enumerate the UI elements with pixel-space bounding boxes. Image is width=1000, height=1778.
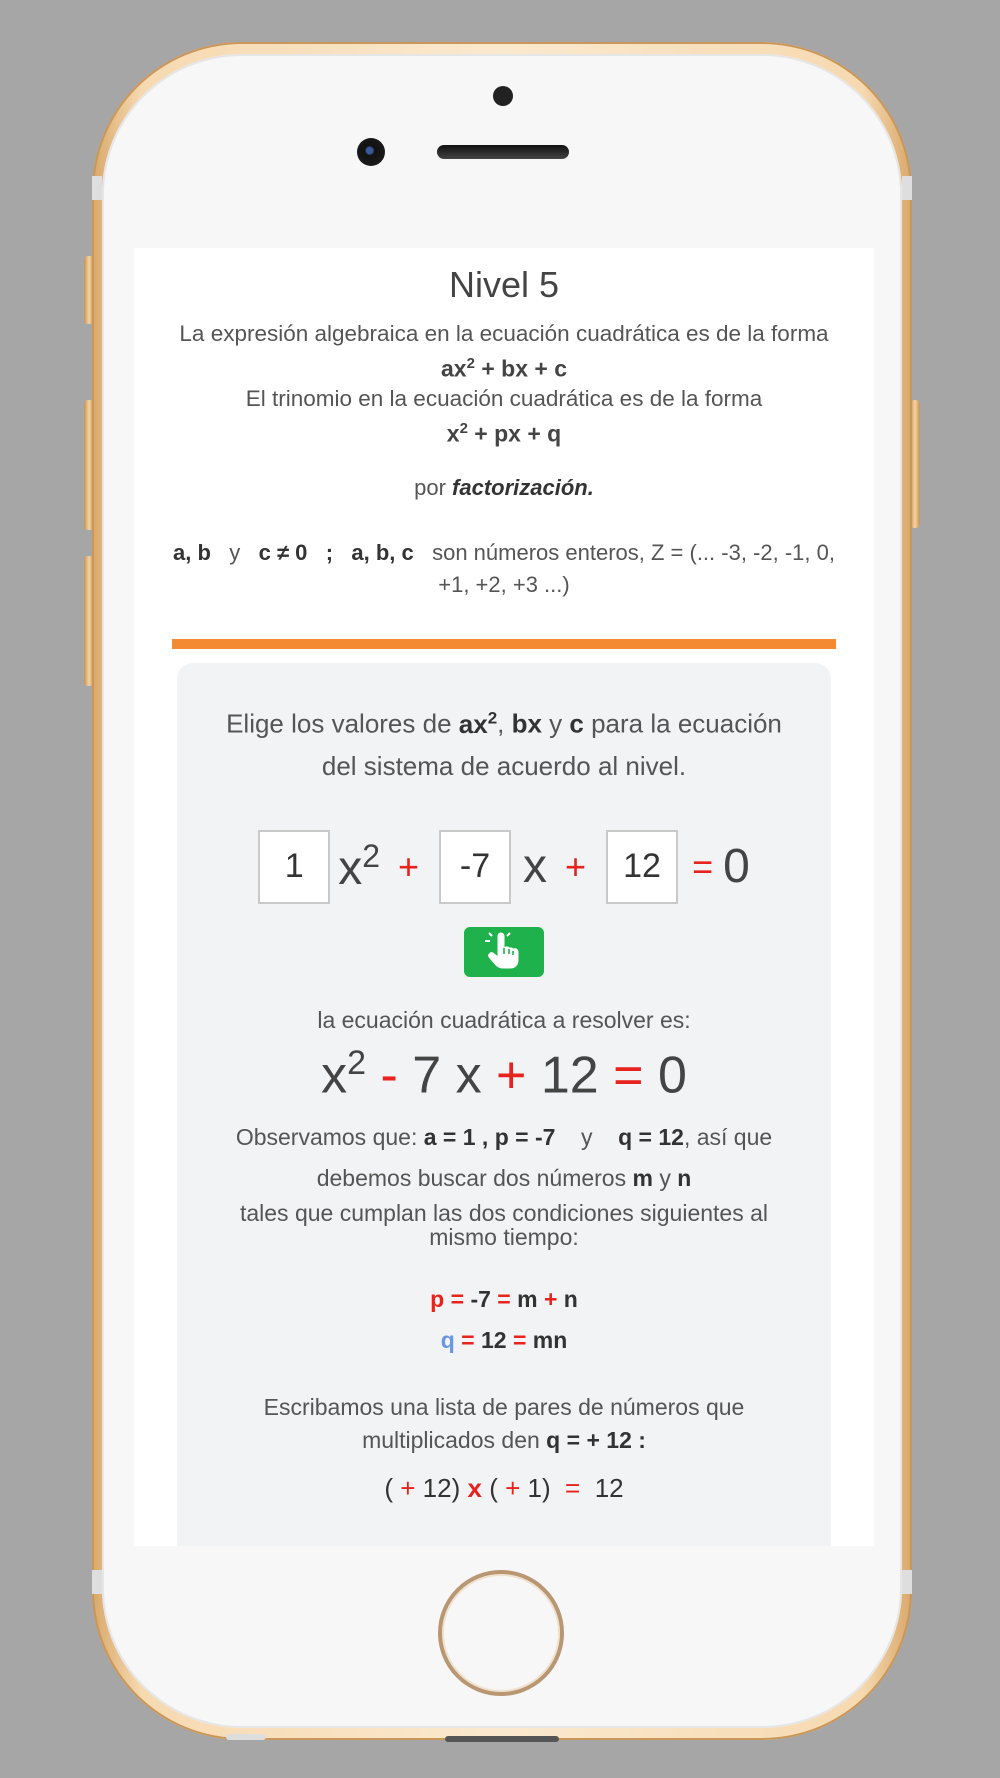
result-exponent: 2	[347, 1043, 366, 1082]
x-term: x	[523, 840, 548, 894]
pairs-plus: +	[586, 1427, 600, 1454]
pair-open1: (	[384, 1473, 401, 1504]
app-screen	[134, 248, 874, 1546]
pair-value2: 1)	[520, 1473, 551, 1504]
x-squared-term	[338, 838, 380, 896]
eq-exponent: 2	[362, 837, 380, 874]
pairs-q-label: q	[546, 1427, 561, 1454]
exercise-panel	[177, 663, 831, 1546]
cond-p-n: n	[563, 1286, 578, 1313]
plus-sign: +	[398, 845, 420, 887]
method-prefix: por	[414, 475, 446, 501]
obs-a-label: a	[423, 1124, 437, 1151]
cond-q-eq2: =	[506, 1327, 533, 1354]
conditions-block	[177, 1279, 831, 1361]
pairs-intro-text: Escribamos una lista de pares de números que multiplicados den	[263, 1394, 745, 1454]
condition-p	[177, 1279, 831, 1320]
proximity-sensor	[493, 86, 513, 106]
obs-p-label: p	[494, 1124, 509, 1151]
obs-p-value: = -7	[508, 1124, 556, 1151]
formula-exponent: 2	[466, 355, 475, 372]
result-c-term: 12	[540, 1046, 599, 1105]
instruction-y: y	[541, 708, 570, 739]
pointing-hand-icon	[483, 932, 525, 972]
result-b-term: 7 x	[412, 1046, 482, 1105]
obs-q-label: q	[618, 1124, 633, 1151]
phone-edge-detail	[445, 1736, 559, 1742]
obs-y: y	[581, 1124, 593, 1151]
obs-post: , así que	[683, 1124, 773, 1151]
formula-base: x	[446, 420, 460, 447]
term-ax2-exponent: 2	[487, 708, 498, 728]
antenna-band	[92, 1570, 102, 1594]
cond-ab: a, b	[173, 540, 211, 566]
obs-pre: Observamos que:	[235, 1124, 424, 1151]
eq-x: x	[338, 841, 363, 895]
cond-c-nonzero: c ≠ 0	[258, 540, 308, 566]
cond-p-plus: +	[537, 1286, 564, 1313]
obs-n: n	[677, 1165, 692, 1192]
pair-times: x	[460, 1473, 490, 1504]
coefficient-c-input[interactable]: 12	[606, 830, 678, 904]
cond-p-value: -7	[470, 1286, 491, 1313]
formula-base: ax	[441, 355, 467, 382]
level-title: Nivel 5	[448, 264, 560, 305]
obs-line2-pre: debemos buscar dos números	[316, 1165, 633, 1192]
cond-q-mn: mn	[532, 1327, 568, 1354]
integer-conditions	[134, 537, 874, 601]
obs-q-value: = 12	[632, 1124, 684, 1151]
observation-line-1	[177, 1117, 831, 1158]
intro-line-1: La expresión algebraica en la ecuación cuadrática es de la forma	[179, 321, 829, 346]
formula-rest: + px + q	[467, 420, 562, 447]
condition-q	[177, 1320, 831, 1361]
intro-section	[134, 320, 874, 501]
pair-sign1: +	[400, 1473, 416, 1504]
obs-m: m	[632, 1165, 653, 1192]
plus-sign: +	[565, 845, 587, 887]
instruction-post: para la ecuación del sistema de acuerdo al nivel.	[321, 708, 782, 781]
cond-y: y	[229, 540, 241, 566]
pair-value1: 12)	[415, 1473, 461, 1504]
pairs-value: 12 :	[599, 1427, 646, 1454]
equation-input-row	[177, 829, 831, 905]
observation-text	[177, 1117, 831, 1199]
cond-p-eq2: =	[490, 1286, 518, 1313]
submit-button[interactable]	[464, 927, 544, 977]
pairs-equals: =	[560, 1427, 587, 1454]
pair-open2: (	[489, 1473, 506, 1504]
antenna-band	[902, 1570, 912, 1594]
term-bx: bx	[511, 708, 542, 739]
result-plus: +	[496, 1046, 527, 1105]
cond-q-label: q	[440, 1327, 455, 1354]
instruction-pre: Elige los valores de	[226, 708, 459, 739]
observation-line-3: tales que cumplan las dos condiciones siguientes al mismo tiempo:	[239, 1200, 769, 1251]
cond-q-value: 12	[480, 1327, 507, 1354]
term-ax2: ax	[458, 708, 488, 739]
term-c: c	[569, 708, 584, 739]
result-zero: 0	[658, 1046, 687, 1105]
cond-separator: ;	[325, 540, 334, 566]
cond-p-m: m	[517, 1286, 538, 1313]
cond-p-eq1: =	[444, 1286, 471, 1313]
cond-q-eq1: =	[454, 1327, 481, 1354]
pairs-intro	[177, 1391, 831, 1457]
home-button[interactable]	[438, 1570, 564, 1696]
equals-sign: =	[692, 845, 714, 887]
intro-line-2: El trinomio en la ecuación cuadrática es de la forma	[245, 385, 763, 411]
result-label: la ecuación cuadrática a resolver es:	[317, 1006, 691, 1033]
obs-a-value: = 1 ,	[436, 1124, 489, 1151]
trinomial-form-formula	[178, 413, 830, 450]
antenna-band	[902, 176, 912, 200]
pair-equals: =	[550, 1473, 595, 1504]
factor-pair-row	[177, 1473, 831, 1504]
formula-exponent: 2	[459, 419, 468, 437]
front-camera-icon	[357, 138, 385, 166]
obs-y2: y	[652, 1165, 678, 1192]
general-form-formula	[178, 348, 830, 385]
cond-abc: a, b, c	[351, 540, 414, 566]
observation-line-2	[177, 1158, 831, 1199]
instruction-text	[177, 663, 831, 787]
coefficient-a-input[interactable]: 1	[258, 830, 330, 904]
result-equation	[177, 1044, 831, 1105]
cond-integers-text: son números enteros, Z = (... -3, -2, -1, 0, +1, +2, +3 ...)	[432, 540, 835, 598]
method-line	[178, 475, 830, 501]
zero-rhs: 0	[723, 840, 750, 894]
orange-divider	[172, 639, 836, 649]
cond-p-label: p	[430, 1286, 445, 1313]
formula-rest: + bx + c	[474, 355, 567, 382]
result-x: x	[321, 1046, 348, 1105]
pair-product: 12	[594, 1473, 624, 1504]
phone-edge-detail	[226, 1734, 266, 1740]
antenna-band	[92, 176, 102, 200]
earpiece-speaker	[437, 145, 569, 159]
result-equals: =	[613, 1046, 644, 1105]
coefficient-b-input[interactable]: -7	[439, 830, 511, 904]
pair-sign2: +	[505, 1473, 521, 1504]
instruction-comma: ,	[497, 708, 512, 739]
result-minus: -	[380, 1046, 398, 1105]
method-name: factorización.	[452, 475, 594, 501]
